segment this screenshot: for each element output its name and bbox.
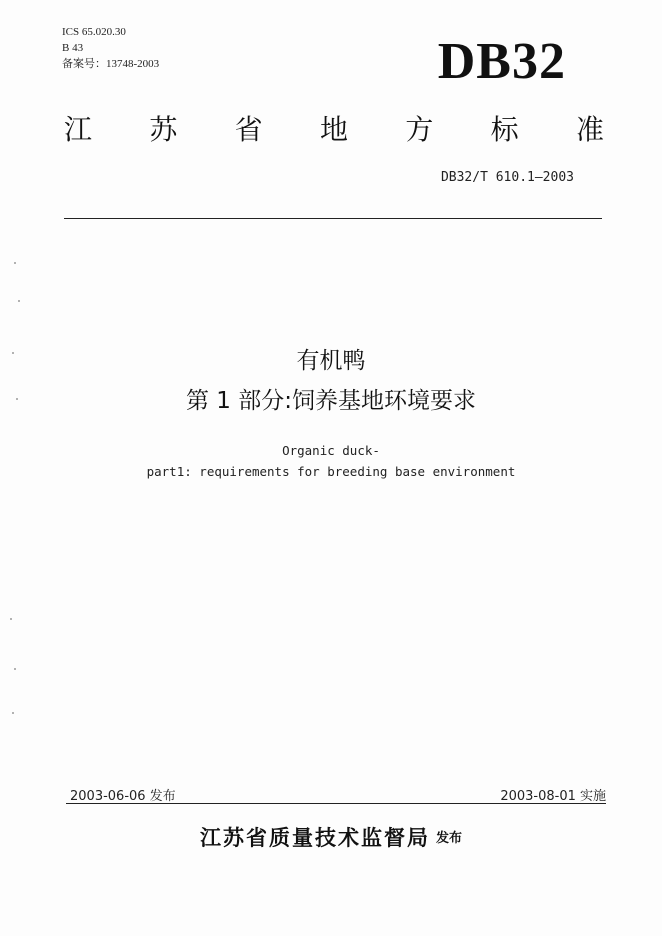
filing-number: 备案号：13748-2003 [62, 58, 160, 70]
scan-speck [10, 618, 12, 620]
main-title-line2: 第 1 部分:饲养基地环境要求 [185, 388, 476, 414]
scan-speck [12, 352, 14, 354]
standard-type-title [64, 110, 604, 150]
standard-type-char: 省 [234, 113, 263, 146]
standard-type-char: 标 [490, 113, 519, 146]
release-date: 2003-06-06 发布 [70, 789, 176, 804]
publisher-org: 江苏省质量技术监督局 [199, 825, 430, 850]
standard-code-logo: DB32 [437, 33, 566, 90]
scan-speck [14, 262, 16, 264]
bottom-divider [66, 803, 606, 804]
category-code: B 43 [62, 42, 84, 54]
scan-speck [16, 398, 18, 400]
ics-code: ICS 65.020.30 [62, 26, 126, 38]
standard-type-char: 准 [575, 113, 604, 146]
scan-speck [12, 712, 14, 714]
top-divider [64, 218, 602, 219]
standard-number: DB32/T 610.1—2003 [440, 170, 574, 185]
standard-type-char: 方 [405, 113, 434, 146]
publisher-line [0, 822, 662, 852]
english-title-line1: Organic duck- [282, 443, 380, 458]
standard-type-char: 地 [319, 113, 348, 146]
classification-block [62, 24, 159, 72]
standard-type-char: 苏 [149, 113, 178, 146]
implementation-date: 2003-08-01 实施 [500, 789, 606, 804]
publisher-suffix: 发布 [435, 831, 462, 846]
scan-speck [18, 300, 20, 302]
scan-speck [14, 668, 16, 670]
standard-type-char: 江 [64, 113, 93, 146]
main-title-line1: 有机鸭 [296, 348, 366, 374]
english-title-line2: part1: requirements for breeding base environment [146, 464, 516, 479]
